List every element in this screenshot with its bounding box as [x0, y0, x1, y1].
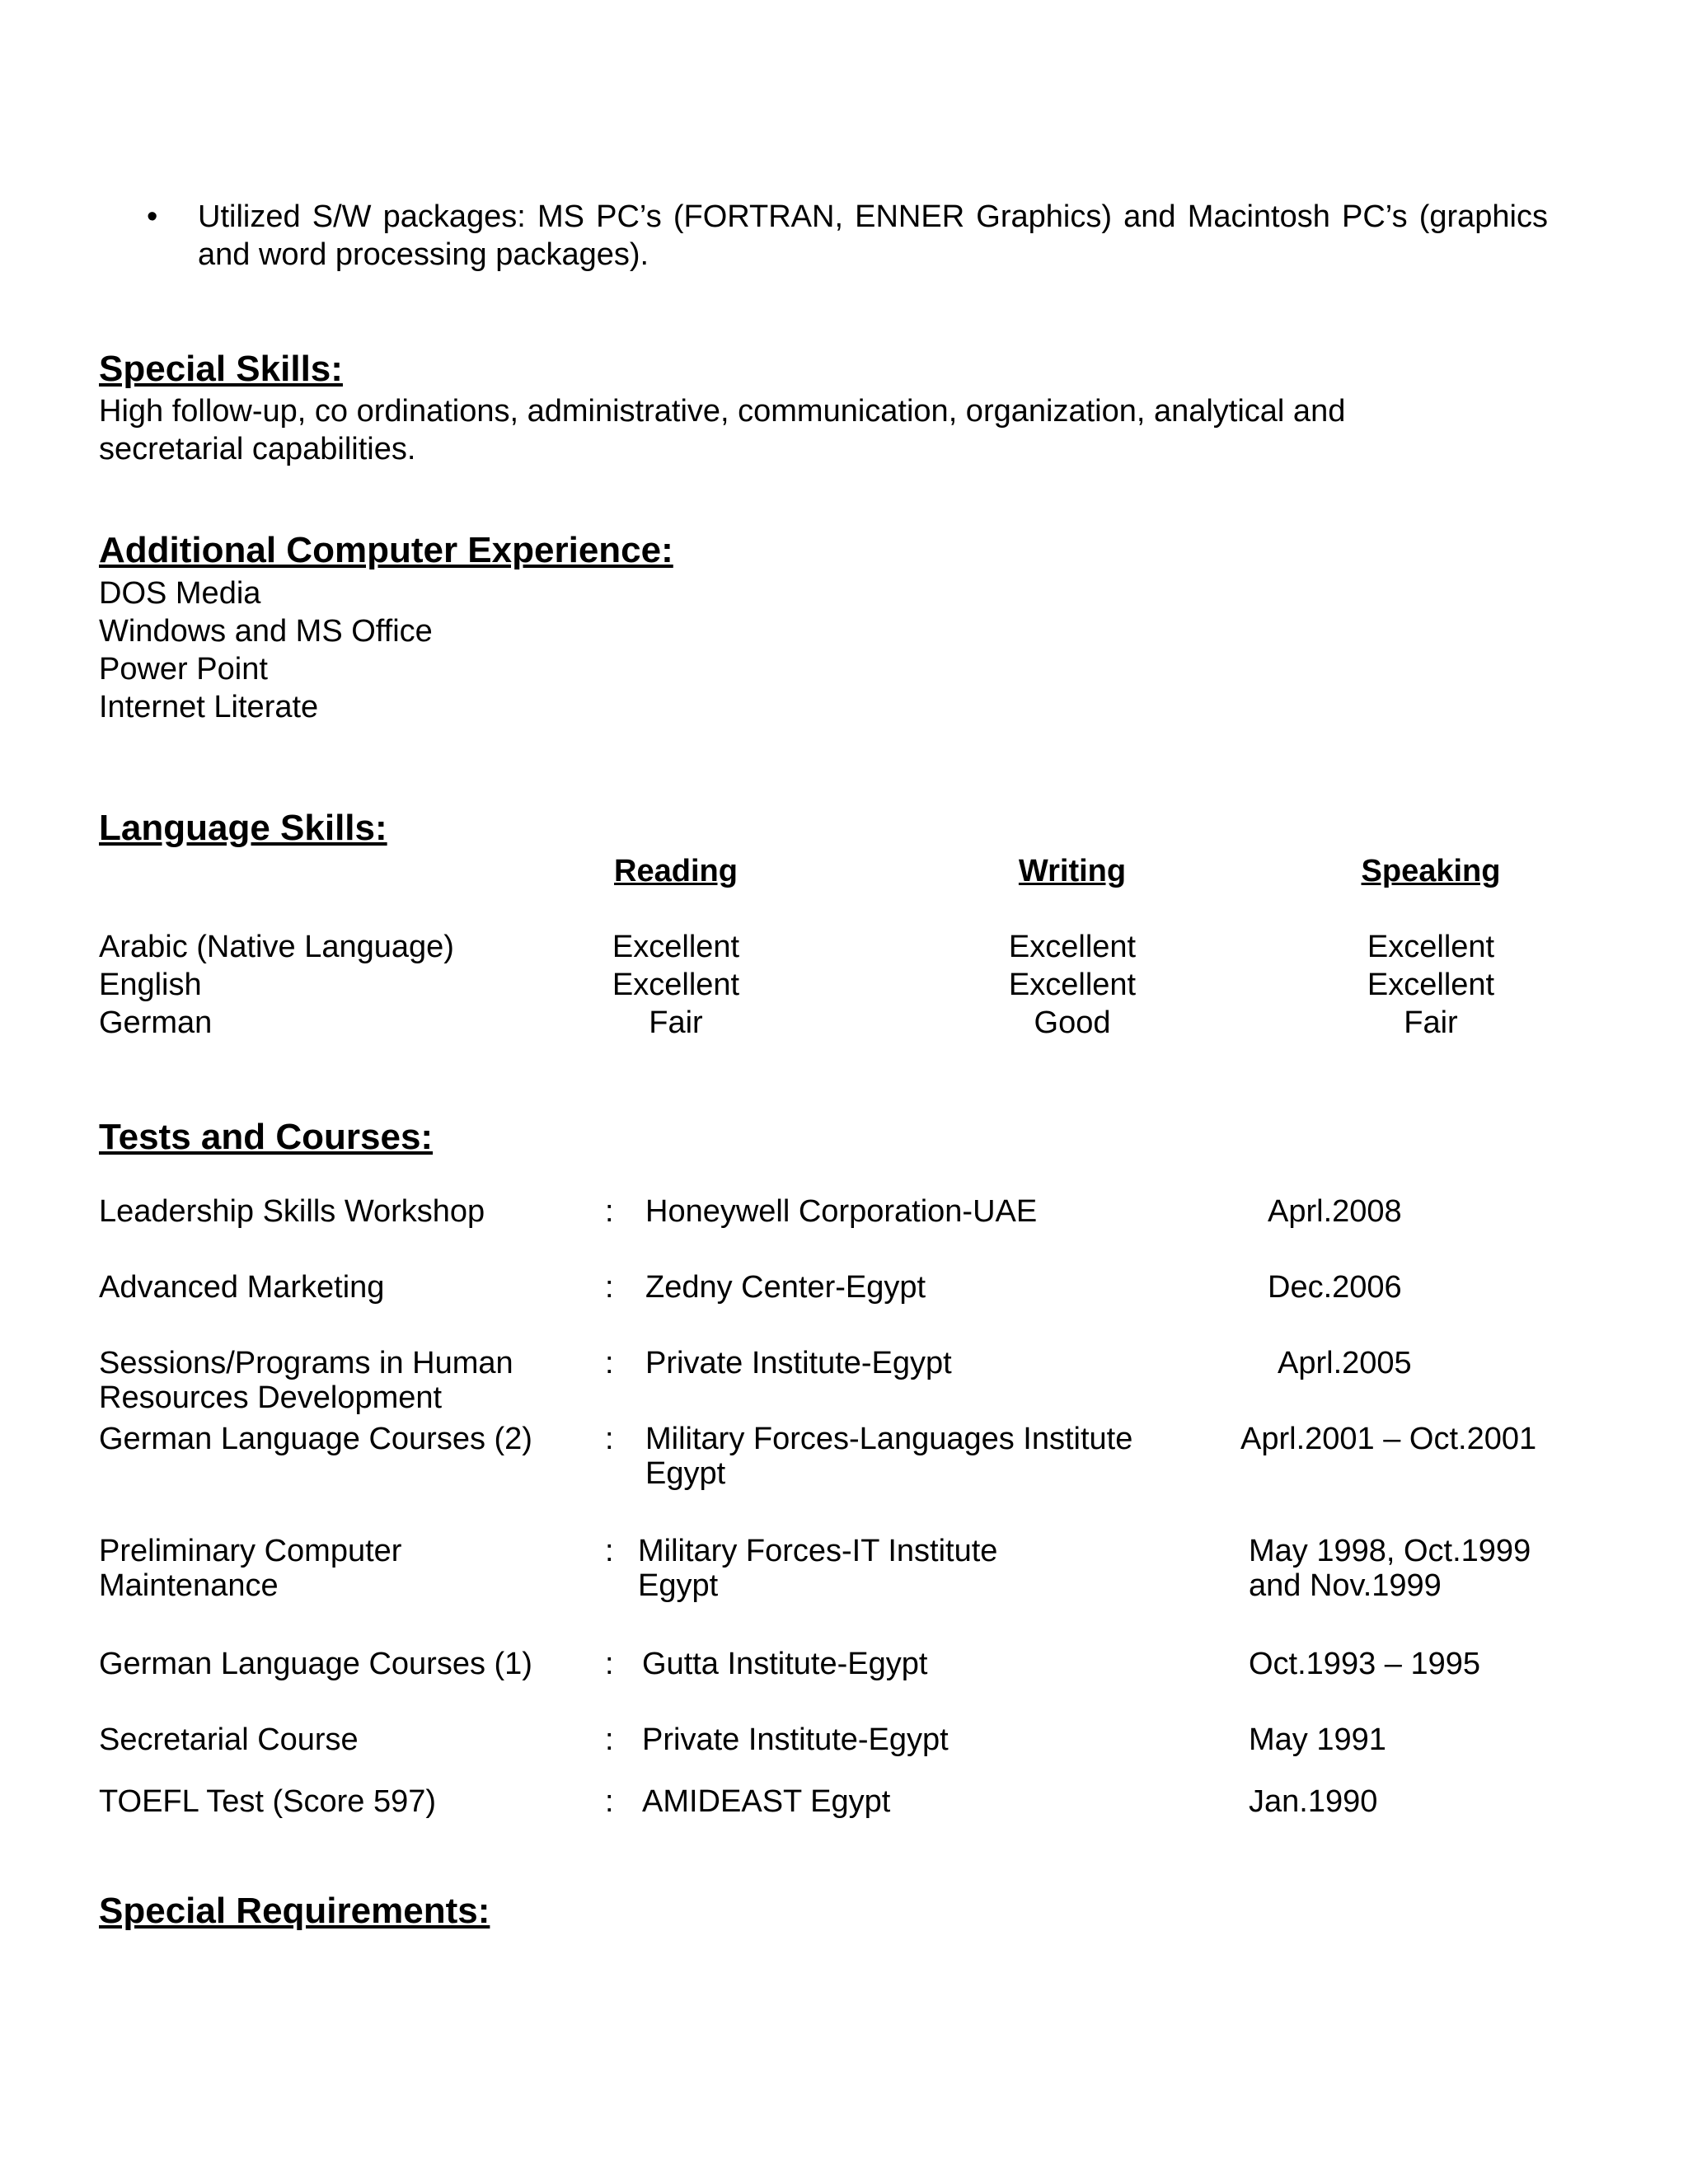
writing-column-header: Writing [1018, 854, 1127, 888]
special-requirements-heading: Special Requirements: [99, 1891, 490, 1931]
course-date: May 1998, Oct.1999 [1249, 1534, 1531, 1568]
reading-level: Excellent [612, 968, 740, 1002]
course-date: Jan.1990 [1249, 1784, 1378, 1819]
computer-experience-heading: Additional Computer Experience: [99, 530, 673, 570]
course-name: German Language Courses (2) [99, 1422, 532, 1456]
course-date: Oct.1993 – 1995 [1249, 1647, 1480, 1681]
course-date: Dec.2006 [1268, 1270, 1402, 1305]
speaking-level: Excellent [1367, 930, 1495, 964]
reading-column-header: Reading [614, 854, 738, 888]
course-name: Resources Development [99, 1380, 443, 1415]
bullet-text: Utilized S/W packages: MS PC’s (FORTRAN, ENNER Graphics) and Macintosh PC’s (graphics and word processing packages). [198, 199, 1548, 272]
tests-courses-heading: Tests and Courses: [99, 1117, 434, 1157]
reading-level: Excellent [612, 930, 740, 964]
course-separator: : [605, 1346, 614, 1380]
computer-item: Windows and MS Office [99, 614, 433, 649]
course-name: Secretarial Course [99, 1722, 359, 1757]
course-separator: : [605, 1422, 614, 1456]
special-skills-heading: Special Skills: [99, 349, 343, 389]
course-name: Sessions/Programs in Human [99, 1346, 513, 1380]
special-skills-text: High follow-up, co ordinations, administrative, communication, organization, analytical and secretarial capabilities. [99, 394, 1346, 466]
course-date: and Nov.1999 [1249, 1568, 1442, 1603]
language-name: Arabic (Native Language) [99, 930, 454, 964]
writing-level: Excellent [1008, 930, 1137, 964]
course-institute: Egypt [645, 1456, 726, 1491]
course-name: Advanced Marketing [99, 1270, 385, 1305]
speaking-level: Fair [1404, 1005, 1458, 1040]
computer-item: DOS Media [99, 576, 261, 611]
course-name: TOEFL Test (Score 597) [99, 1784, 437, 1819]
computer-item: Internet Literate [99, 690, 319, 724]
course-institute: Honeywell Corporation-UAE [645, 1194, 1038, 1229]
course-institute: Egypt [638, 1568, 719, 1603]
course-separator: : [605, 1194, 614, 1229]
language-skills-heading: Language Skills: [99, 808, 387, 848]
course-name: Leadership Skills Workshop [99, 1194, 485, 1229]
course-separator: : [605, 1722, 614, 1757]
course-institute: Military Forces-IT Institute [638, 1534, 998, 1568]
course-institute: Zedny Center-Egypt [645, 1270, 926, 1305]
speaking-level: Excellent [1367, 968, 1495, 1002]
course-separator: : [605, 1784, 614, 1819]
course-institute: Private Institute-Egypt [645, 1346, 952, 1380]
course-institute: AMIDEAST Egypt [642, 1784, 891, 1819]
writing-level: Excellent [1008, 968, 1137, 1002]
computer-item: Power Point [99, 652, 268, 687]
speaking-column-header: Speaking [1361, 854, 1501, 888]
reading-level: Fair [649, 1005, 703, 1040]
course-date: Aprl.2001 – Oct.2001 [1240, 1422, 1537, 1456]
course-institute: Private Institute-Egypt [642, 1722, 949, 1757]
course-name: Preliminary Computer [99, 1534, 402, 1568]
course-date: May 1991 [1249, 1722, 1386, 1757]
bullet-icon: • [147, 199, 158, 234]
writing-level: Good [1034, 1005, 1111, 1040]
course-separator: : [605, 1534, 614, 1568]
course-institute: Gutta Institute-Egypt [642, 1647, 928, 1681]
course-date: Aprl.2008 [1268, 1194, 1402, 1229]
course-separator: : [605, 1647, 614, 1681]
course-name: Maintenance [99, 1568, 279, 1603]
language-name: English [99, 968, 202, 1002]
course-separator: : [605, 1270, 614, 1305]
course-date: Aprl.2005 [1278, 1346, 1412, 1380]
course-institute: Military Forces-Languages Institute [645, 1422, 1133, 1456]
course-name: German Language Courses (1) [99, 1647, 532, 1681]
language-name: German [99, 1005, 213, 1040]
